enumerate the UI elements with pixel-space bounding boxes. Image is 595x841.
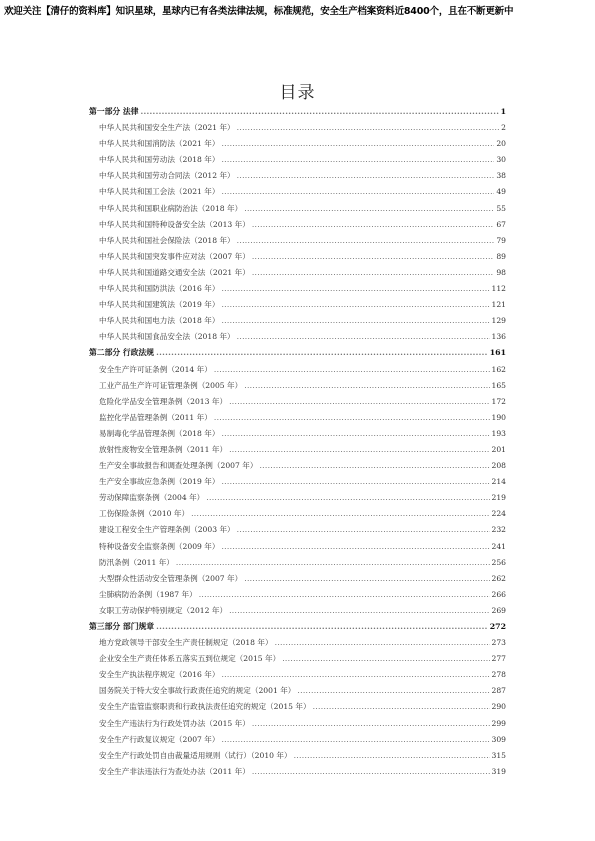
toc-page-number: 290 [491,702,506,712]
dot-leader [221,313,489,329]
toc-page-number: 266 [491,589,506,599]
toc-entry-title: 第二部分 行政法规 [89,348,155,358]
toc-page-number: 67 [496,219,506,229]
toc-entry-title: 安全生产监管监察职责和行政执法责任追究的规定（2015 年） [99,702,311,712]
toc-entry-title: 企业安全生产责任体系五落实五到位规定（2015 年） [99,654,281,664]
dot-leader [214,362,490,378]
toc-page-number: 299 [491,718,506,728]
toc-entry-title: 女职工劳动保护特别规定（2012 年） [99,605,228,615]
toc-page-number: 2 [501,123,506,133]
toc-page-number: 20 [496,139,506,149]
toc-page-number: 273 [491,638,506,648]
toc-entry-title: 中华人民共和国消防法（2021 年） [99,139,220,149]
toc-entry-title: 易制毒化学品管理条例（2018 年） [99,428,220,438]
toc-entry-title: 中华人民共和国职业病防治法（2018 年） [99,203,243,213]
toc-entry-title: 中华人民共和国劳动合同法（2012 年） [99,171,235,181]
toc-entry[interactable] [89,152,506,168]
toc-entry[interactable] [89,217,506,233]
dot-leader [229,442,489,458]
dot-leader [141,104,499,120]
toc-entry[interactable] [89,233,506,249]
toc-page-number: 190 [491,412,506,422]
toc-page-number: 272 [489,622,506,631]
toc-entry-title: 安全生产行政处罚自由裁量适用规则（试行）（2010 年） [99,750,292,760]
dot-leader [221,474,489,490]
toc-entry-title: 安全生产许可证条例（2014 年） [99,364,212,374]
toc-page-number: 319 [491,766,506,776]
toc-page-number: 224 [491,509,506,519]
promo-banner: 欢迎关注【清仔的资料库】知识星球，星球内已有各类法律法规，标准规范，安全生产档案资料近8400个，且在不断更新中 [4,6,514,17]
toc-page-number: 49 [496,187,506,197]
page-title: 目录 [279,83,316,103]
toc-entry[interactable] [89,410,506,426]
toc-entry[interactable] [89,281,506,297]
dot-leader [214,410,490,426]
dot-leader [221,539,489,555]
dot-leader [237,168,495,184]
toc-part-heading[interactable] [89,104,506,120]
dot-leader [237,522,490,538]
dot-leader [221,184,494,200]
toc-entry[interactable] [89,378,506,394]
toc-entry-title: 安全生产行政复议规定（2007 年） [99,734,220,744]
dot-leader [259,458,489,474]
dot-leader [244,378,489,394]
toc-entry-title: 劳动保障监察条例（2004 年） [99,493,205,503]
toc-page-number: 208 [491,461,506,471]
toc-entry-title: 防汛条例（2011 年） [99,557,174,567]
toc-entry[interactable] [89,265,506,281]
toc-page-number: 241 [491,541,506,551]
dot-leader [244,201,494,217]
dot-leader [221,426,489,442]
toc-entry-title: 中华人民共和国工会法（2021 年） [99,187,220,197]
dot-leader [221,667,489,683]
toc-entry-title: 放射性废物安全管理条例（2011 年） [99,444,228,454]
toc-entry[interactable] [89,426,506,442]
dot-leader [252,764,490,780]
dot-leader [221,732,489,748]
dot-leader [237,120,500,136]
toc-entry-title: 工伤保险条例（2010 年） [99,509,190,519]
toc-page-number: 129 [491,316,506,326]
toc-entry[interactable] [89,329,506,345]
toc-entry-title: 中华人民共和国劳动法（2018 年） [99,155,220,165]
toc-page-number: 38 [496,171,506,181]
toc-entry[interactable] [89,184,506,200]
toc-part-heading[interactable] [89,619,506,635]
toc-entry-title: 安全生产执法程序规定（2016 年） [99,670,220,680]
dot-leader [252,716,490,732]
dot-leader [275,635,490,651]
toc-page-number: 162 [491,364,506,374]
toc-entry[interactable] [89,764,506,780]
dot-leader [229,603,489,619]
toc-page-number: 262 [491,573,506,583]
dot-leader [237,233,495,249]
toc-entry-title: 第一部分 法律 [89,107,139,116]
toc-entry-title: 中华人民共和国食品安全法（2018 年） [99,332,235,342]
toc-entry[interactable] [89,699,506,715]
dot-leader [229,394,489,410]
toc-entry[interactable] [89,587,506,603]
dot-leader [156,345,488,361]
toc-entry[interactable] [89,394,506,410]
toc-entry[interactable] [89,732,506,748]
toc-entry-title: 中华人民共和国防洪法（2016 年） [99,284,220,294]
toc-entry-title: 大型群众性活动安全管理条例（2007 年） [99,573,243,583]
toc-entry-title: 第三部分 部门规章 [89,622,155,631]
toc-entry[interactable] [89,555,506,571]
toc-entry[interactable] [89,474,506,490]
toc-page-number: 112 [491,284,506,294]
toc-page-number: 219 [491,493,506,503]
toc-entry-title: 国务院关于特大安全事故行政责任追究的规定（2001 年） [99,686,296,696]
toc-entry-title: 中华人民共和国建筑法（2019 年） [99,300,220,310]
toc-page-number: 30 [496,155,506,165]
dot-leader [199,587,490,603]
toc-entry-title: 中华人民共和国安全生产法（2021 年） [99,123,235,133]
toc-page-number: 98 [496,267,506,277]
toc-page-number: 269 [491,605,506,615]
dot-leader [313,699,490,715]
dot-leader [176,555,490,571]
toc-entry[interactable] [89,136,506,152]
toc-entry[interactable] [89,490,506,506]
toc-entry[interactable] [89,571,506,587]
dot-leader [221,136,494,152]
toc-entry-title: 安全生产违法行为行政处罚办法（2015 年） [99,718,250,728]
dot-leader [221,297,489,313]
dot-leader [221,281,489,297]
toc-entry[interactable] [89,667,506,683]
toc-page-number: 277 [491,654,506,664]
toc-page-number: 256 [491,557,506,567]
toc-page-number: 55 [496,203,506,213]
toc-entry-title: 安全生产非法违法行为查处办法（2011 年） [99,766,250,776]
dot-leader [191,506,489,522]
toc-entry[interactable] [89,120,506,136]
toc-entry-title: 中华人民共和国突发事件应对法（2007 年） [99,251,250,261]
toc-entry[interactable] [89,442,506,458]
toc-entry-title: 地方党政领导干部安全生产责任制规定（2018 年） [99,638,273,648]
dot-leader [294,748,490,764]
toc-entry-title: 尘肺病防治条例（1987 年） [99,589,197,599]
toc-page-number: 232 [491,525,506,535]
dot-leader [297,683,489,699]
toc-entry[interactable] [89,522,506,538]
toc-entry-title: 建设工程安全生产管理条例（2003 年） [99,525,235,535]
toc-entry[interactable] [89,249,506,265]
dot-leader [221,152,494,168]
toc-entry-title: 监控化学品管理条例（2011 年） [99,412,212,422]
toc-part-heading[interactable] [89,345,506,361]
toc-page-number: 214 [491,477,506,487]
dot-leader [156,619,488,635]
toc-entry-title: 生产安全事故应急条例（2019 年） [99,477,220,487]
toc-entry[interactable] [89,297,506,313]
toc-page-number: 193 [491,428,506,438]
toc-page-number: 79 [496,235,506,245]
toc-entry-title: 中华人民共和国电力法（2018 年） [99,316,220,326]
toc-entry[interactable] [89,683,506,699]
toc-page-number: 1 [500,107,506,116]
toc-page-number: 309 [491,734,506,744]
toc-entry[interactable] [89,748,506,764]
toc-entry[interactable] [89,506,506,522]
toc-entry[interactable] [89,635,506,651]
toc-entry[interactable] [89,168,506,184]
toc-entry-title: 中华人民共和国道路交通安全法（2021 年） [99,267,250,277]
toc-entry-title: 中华人民共和国社会保险法（2018 年） [99,235,235,245]
toc-entry[interactable] [89,201,506,217]
toc-page-number: 89 [496,251,506,261]
toc-entry[interactable] [89,313,506,329]
table-of-contents [89,104,506,780]
toc-page-number: 287 [491,686,506,696]
toc-entry-title: 特种设备安全监察条例（2009 年） [99,541,220,551]
dot-leader [237,329,490,345]
dot-leader [282,651,489,667]
toc-entry[interactable] [89,458,506,474]
dot-leader [206,490,489,506]
toc-page-number: 161 [489,348,506,358]
dot-leader [252,249,494,265]
dot-leader [252,217,494,233]
toc-entry[interactable] [89,651,506,667]
dot-leader [252,265,494,281]
toc-entry-title: 中华人民共和国特种设备安全法（2013 年） [99,219,250,229]
toc-entry-title: 危险化学品安全管理条例（2013 年） [99,396,228,406]
toc-page-number: 278 [491,670,506,680]
toc-entry-title: 生产安全事故报告和调查处理条例（2007 年） [99,461,258,471]
toc-page-number: 136 [491,332,506,342]
toc-entry[interactable] [89,603,506,619]
toc-page-number: 201 [491,444,506,454]
toc-entry[interactable] [89,716,506,732]
toc-entry-title: 工业产品生产许可证管理条例（2005 年） [99,380,243,390]
toc-entry[interactable] [89,362,506,378]
toc-page-number: 315 [491,750,506,760]
toc-entry[interactable] [89,539,506,555]
toc-page-number: 165 [491,380,506,390]
dot-leader [244,571,489,587]
toc-page-number: 172 [491,396,506,406]
toc-page-number: 121 [491,300,506,310]
